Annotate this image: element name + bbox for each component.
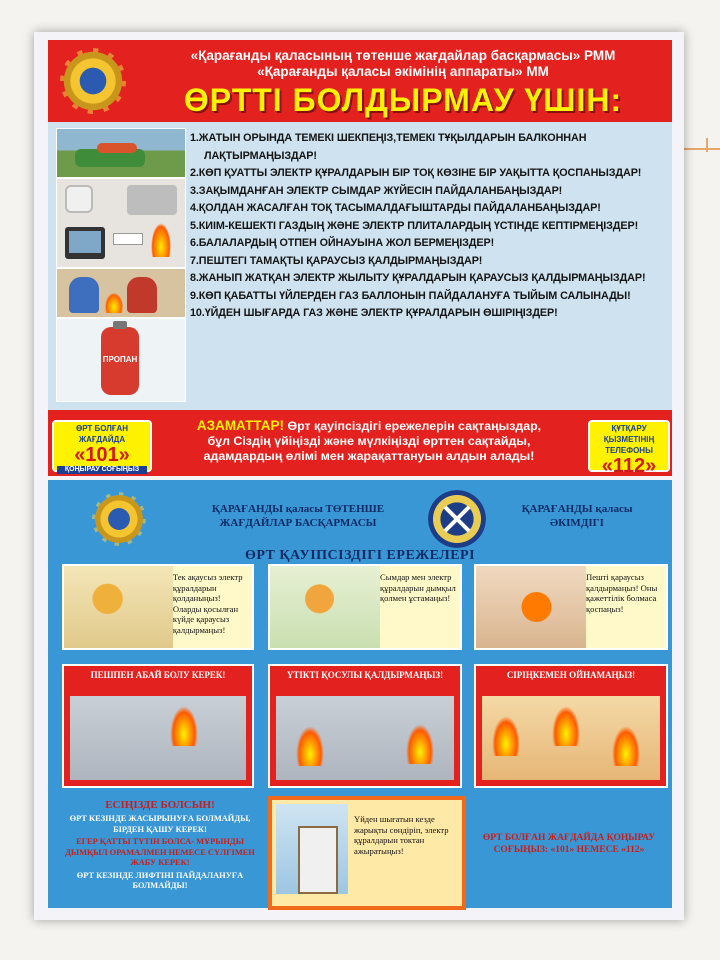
citizens-heading: АЗАМАТТАР! bbox=[196, 418, 285, 433]
org-right-line2: ӘКІМДІГІ bbox=[550, 517, 604, 529]
rule-item: 4.ҚОЛДАН ЖАСАЛҒАН ТОҚ ТАСЫМАЛДАҒЫШТАРДЫ ПАЙДАЛАНБАҢЫЗДАР! bbox=[190, 202, 601, 214]
illustrations bbox=[56, 128, 184, 400]
tile-text: Пешті қараусыз қалдырмаңыз! Оны қажеттілік болмаса қоспаңыз! bbox=[586, 572, 658, 614]
badge-112-line2: ҚЫЗМЕТІНІҢ bbox=[603, 435, 655, 444]
panel-title: ПЕШПЕН АБАЙ БОЛУ КЕРЕК! bbox=[90, 670, 226, 680]
tile-stove bbox=[474, 564, 668, 650]
stove-fire-illustration bbox=[476, 566, 586, 648]
smoking-on-sofa-illustration bbox=[56, 128, 186, 178]
tile-appliances bbox=[62, 564, 254, 650]
org-line-2: «Қарағанды қаласы әкімінің аппараты» ММ bbox=[257, 64, 549, 79]
decorative-line bbox=[680, 148, 720, 150]
panel-matches bbox=[474, 664, 668, 788]
badge-112-number: «112» bbox=[601, 455, 657, 477]
org-right bbox=[502, 502, 652, 530]
fire-prevention-rules-list bbox=[190, 130, 668, 323]
org-right-line1: ҚАРАҒАНДЫ қаласы bbox=[521, 503, 633, 515]
rule-item: 3.ЗАҚЫМДАНҒАН ЭЛЕКТР СЫМДАР ЖҮЙЕСІН ПАЙДАЛАНБАҢЫЗДАР! bbox=[190, 184, 563, 197]
poster-title: ӨРТТІ БОЛДЫРМАУ ҮШІН: bbox=[183, 82, 623, 118]
citizens-text-1: Өрт қауіпсіздігі ережелерін сақтаңыздар, bbox=[287, 419, 542, 433]
tile-leaving-home bbox=[268, 796, 466, 910]
tile-text: Сымдар мен электр құралдарын дымқыл қолмен ұстамаңыз! bbox=[380, 572, 456, 603]
org-line-1: «Қарағанды қаласының төтенше жағдайлар басқармасы» РММ bbox=[190, 48, 616, 63]
tile-text: Үйден шығатын кезде жарықты сөндіріп, электр құралдарын токтан ажыратыңыз! bbox=[354, 814, 449, 856]
tile-wires bbox=[268, 564, 462, 650]
rule-item: 1.ЖАТЫН ОРЫНДА ТЕМЕКІ ШЕКПЕҢІЗ,ТЕМЕКІ ТҰҚЫЛДАРЫН БАЛКОННАН ЛАҚТЫРМАҢЫЗДАР! bbox=[190, 132, 587, 162]
badge-112 bbox=[588, 420, 670, 477]
rule-item: 9.КӨП ҚАБАТТЫ ҮЙЛЕРДЕН ГАЗ БАЛЛОНЫН ПАЙДАЛАНУҒА ТЫЙЫМ САЛЫНАДЫ! bbox=[190, 289, 631, 302]
bottom-poster bbox=[48, 480, 672, 908]
badge-101-line1: ӨРТ БОЛҒАН bbox=[75, 424, 129, 433]
remember-line: ЕГЕР ҚАТТЫ ТҮТІН БОЛСА- МҰРЫНДЫ ДЫМҚЫЛ ОРАМАЛМЕН НЕМЕСЕ СҮЛГІМЕН ЖАБУ КЕРЕК! bbox=[65, 837, 255, 867]
panel-title: ҮТІКТІ ҚОСУЛЫ ҚАЛДЫРМАҢЫЗ! bbox=[286, 670, 444, 680]
matches-fire-illustration bbox=[482, 696, 660, 780]
panel-stove bbox=[62, 664, 254, 788]
rule-item: 2.КӨП ҚУАТТЫ ЭЛЕКТР ҚҰРАЛДАРЫН БІР ТОҚ КӨЗІНЕ БІР УАҚЫТТА ҚОСПАНЫЗДАР! bbox=[190, 167, 642, 179]
citizens-text-2: бұл Сіздің үйіңізді және мүлкіңізді өрттен сақтайды, bbox=[207, 434, 531, 448]
remember-block bbox=[62, 798, 258, 892]
rule-item: 8.ЖАНЫП ЖАТҚАН ЭЛЕКТР ЖЫЛЫТУ ҚҰРАЛДАРЫН ҚАРАУСЫЗ ҚАЛДЫРМАҢЫЗДАР! bbox=[190, 272, 646, 284]
leaving-home-illustration bbox=[276, 804, 348, 894]
rule-item: 10.ҮЙДЕН ШЫҒАРДА ГАЗ ЖӘНЕ ЭЛЕКТР ҚҰРАЛДАРЫН ӨШІРІҢІЗДЕР! bbox=[190, 307, 558, 319]
badge-101-number: «101» bbox=[74, 444, 130, 466]
remember-heading: ЕСІҢІЗДЕ БОЛСЫН! bbox=[105, 799, 215, 811]
boy-with-wires-illustration bbox=[270, 566, 380, 648]
remember-line: ӨРТ КЕЗІНДЕ ЖАСЫРЫНУҒА БОЛМАЙДЫ, БІРДЕН ҚАШУ КЕРЕК! bbox=[69, 814, 251, 834]
children-playing-with-fire-illustration bbox=[56, 268, 186, 318]
propane-tank-illustration bbox=[56, 318, 186, 402]
tile-text: Тек ақаусыз электр құралдарын қолданыңыз! Оларды қосылған күйде қараусыз қалдырмаңыз! bbox=[172, 572, 243, 635]
panel-iron bbox=[268, 664, 462, 788]
badge-112-line1: ҚҰТҚАРУ bbox=[611, 424, 647, 433]
badge-101 bbox=[52, 420, 152, 472]
tank-label: ПРОПАН bbox=[102, 355, 138, 364]
badge-112-line3: ТЕЛЕФОНЫ bbox=[605, 446, 653, 455]
scanned-document bbox=[34, 32, 684, 920]
emergency-emblem-icon bbox=[60, 48, 126, 114]
rule-item: 5.КИІМ-КЕШЕКТІ ГАЗДЫҢ ЖӘНЕ ЭЛЕКТР ПЛИТАЛАРДЫҢ ҮСТІНДЕ КЕПТІРМЕҢІЗДЕР! bbox=[190, 219, 639, 232]
top-poster bbox=[48, 40, 672, 500]
iron-children-illustration bbox=[276, 696, 454, 780]
citizens-text-3: адамдардың өлімі мен жарақаттануын алдын алады! bbox=[203, 449, 535, 463]
decorative-tick bbox=[706, 138, 708, 152]
call-instruction: ӨРТ БОЛҒАН ЖАҒДАЙДА ҚОҢЫРАУ СОҒЫҢЫЗ: «101» НЕМЕСЕ «112» bbox=[482, 833, 656, 855]
org-left bbox=[188, 502, 408, 530]
boy-with-iron-illustration bbox=[64, 566, 173, 648]
org-left-line1: ҚАРАҒАНДЫ қаласы ТӨТЕНШЕ bbox=[211, 503, 385, 515]
electrical-appliances-illustration bbox=[56, 178, 186, 268]
rule-item: 6.БАЛАЛАРДЫҢ ОТПЕН ОЙНАУЫНА ЖОЛ БЕРМЕҢІЗДЕР! bbox=[190, 237, 495, 249]
citizens-message bbox=[158, 418, 580, 464]
badge-101-line2: ЖАҒДАЙДА bbox=[78, 435, 126, 444]
fire-safety-rules-title: ӨРТ ҚАУІПСІЗДІГІ ЕРЕЖЕЛЕРІ bbox=[244, 548, 476, 563]
stove-illustration bbox=[70, 696, 246, 780]
rules-area bbox=[48, 122, 672, 410]
rule-item: 7.ПЕШТЕГІ ТАМАҚТЫ ҚАРАУСЫЗ ҚАЛДЫРМАҢЫЗДАР! bbox=[190, 254, 483, 267]
emergency-emblem-icon bbox=[92, 492, 146, 546]
badge-101-foot: ҚОҢЫРАУ СОҒЫҢЫЗ bbox=[57, 466, 147, 474]
emergency-call-strip bbox=[48, 410, 672, 476]
panel-title: СІРІҢКЕМЕН ОЙНАМАҢЫЗ! bbox=[506, 670, 636, 680]
remember-line: ӨРТ КЕЗІНДЕ ЛИФТІНІ ПАЙДАЛАНУҒА БОЛМАЙДЫ! bbox=[76, 870, 244, 890]
akimat-emblem-icon bbox=[428, 490, 486, 548]
org-left-line2: ЖАҒДАЙЛАР БАСҚАРМАСЫ bbox=[219, 517, 377, 529]
